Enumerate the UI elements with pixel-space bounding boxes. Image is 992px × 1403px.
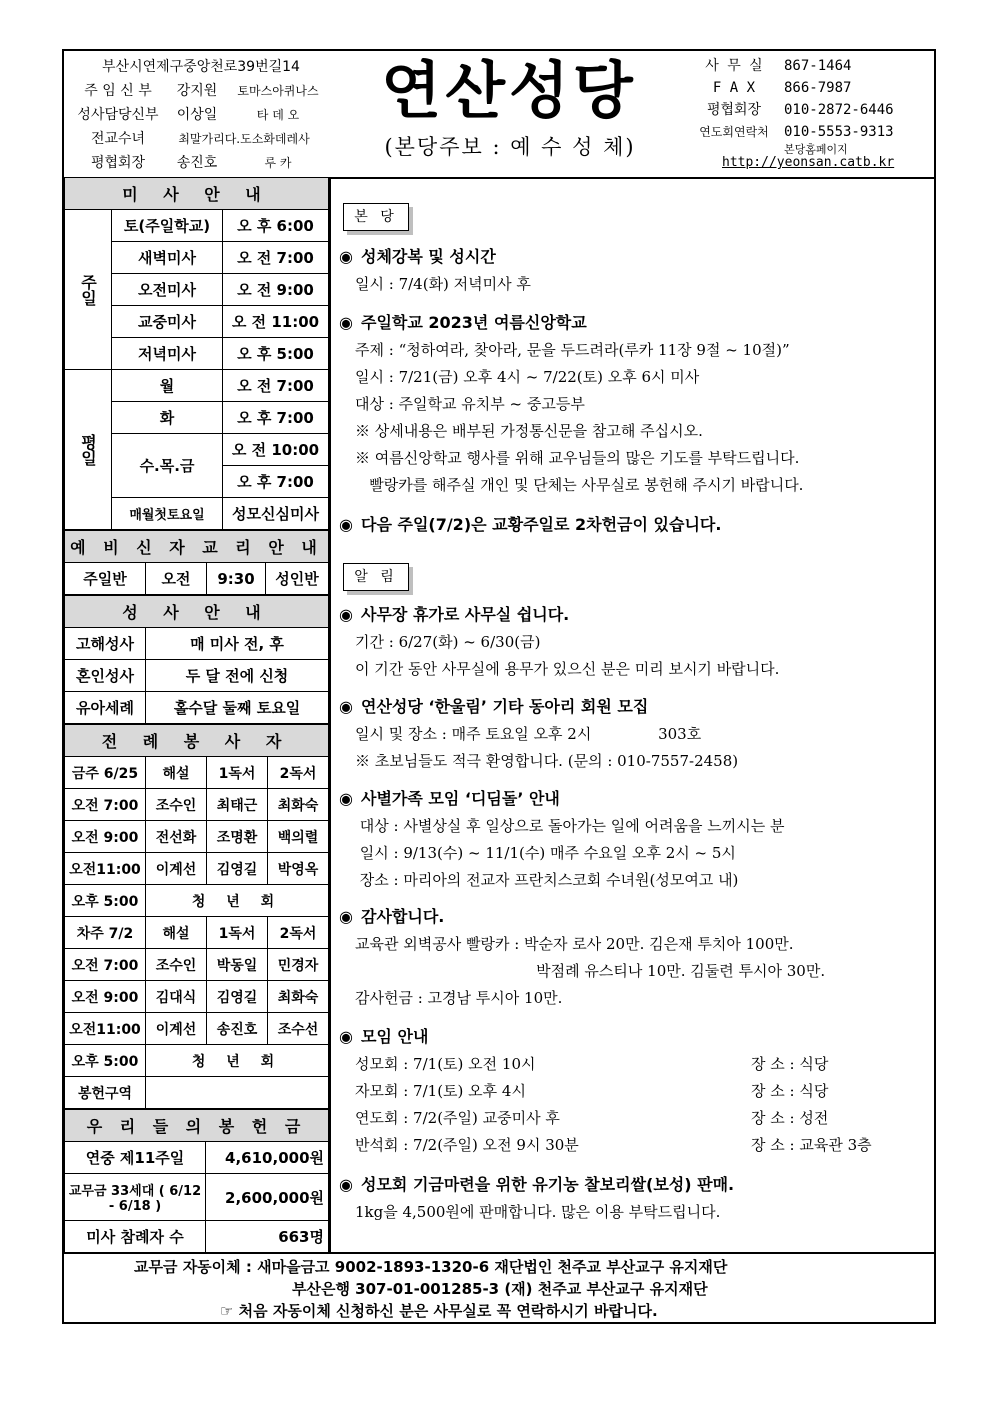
mass-time: 오 후 6:00 bbox=[223, 210, 329, 242]
staff-saint: 루 카 bbox=[264, 156, 292, 170]
ministry-time: 오전 7:00 bbox=[65, 949, 146, 981]
bulletin-page bbox=[62, 49, 936, 1324]
ministry-person: 백의렬 bbox=[268, 821, 329, 853]
catechumen-cell: 성인반 bbox=[266, 563, 329, 595]
mass-time: 오 전 9:00 bbox=[223, 274, 329, 306]
ministry-person: 조수인 bbox=[146, 949, 207, 981]
parish-address: 부산시연제구중앙천로39번길14 bbox=[102, 59, 300, 75]
parish-title: 연산성당 bbox=[381, 54, 637, 127]
schedule-column bbox=[64, 177, 331, 1252]
offering-section-title: 우 리 들 의 봉 헌 금 bbox=[65, 1110, 329, 1142]
staff-role: 주 임 신 부 bbox=[84, 83, 152, 99]
item-line: ※ 초보님들도 적극 환영합니다. (문의 : 010-7557-2458) bbox=[355, 752, 739, 770]
item-line: 주제 : “청하여라, 찾아라, 문을 두드려라(루카 11장 9절 ~ 10절)” bbox=[355, 341, 790, 359]
ministry-person: 조명환 bbox=[207, 821, 268, 853]
meeting-what: 자모회 : 7/1(토) 오후 4시 bbox=[355, 1082, 526, 1100]
mass-name: 새벽미사 bbox=[112, 242, 223, 274]
parish-tag: 본 당 bbox=[343, 203, 409, 231]
ministry-person: 박영옥 bbox=[268, 853, 329, 885]
item-line: 박점례 유스티나 10만. 김둘련 투시아 30만. bbox=[355, 962, 826, 980]
meeting-what: 반석회 : 7/2(주일) 오전 9시 30분 bbox=[355, 1136, 579, 1154]
offering-value: 4,610,000원 bbox=[206, 1142, 329, 1174]
offering-name: 미사 참례자 수 bbox=[65, 1221, 206, 1253]
ministry-week: 차주 7/2 bbox=[65, 917, 146, 949]
ministry-time: 오후 5:00 bbox=[65, 885, 146, 917]
contact-label: 사 무 실 bbox=[705, 58, 763, 74]
offering-area-label: 봉헌구역 bbox=[65, 1077, 146, 1109]
item-line: 감사헌금 : 고경남 투시아 10만. bbox=[355, 989, 563, 1007]
staff-role: 성사담당신부 bbox=[77, 107, 159, 123]
ministry-col: 해설 bbox=[146, 917, 207, 949]
ministry-time: 오전 9:00 bbox=[65, 821, 146, 853]
item-title: 연산성당 ‘한울림’ 기타 동아리 회원 모집 bbox=[361, 697, 649, 716]
mass-schedule-table bbox=[64, 177, 329, 530]
contact-label: 연도회연락처 bbox=[699, 125, 769, 139]
item-line: 장소 : 마리아의 전교자 프란치스코회 수녀원(성모여고 내) bbox=[355, 871, 739, 889]
notice-item bbox=[339, 903, 929, 1012]
offering-value: 2,600,000원 bbox=[206, 1174, 329, 1221]
notice-tag: 알 림 bbox=[343, 563, 409, 591]
notice-item bbox=[339, 785, 929, 894]
item-line: 이 기간 동안 사무실에 용무가 있으신 분은 미리 보시기 바랍니다. bbox=[355, 660, 780, 678]
ministry-time: 오전11:00 bbox=[65, 853, 146, 885]
footer-line: 부산은행 307-01-001285-3 (재) 천주교 부산교구 유지재단 bbox=[292, 1280, 708, 1298]
item-line: 1kg을 4,500원에 판매합니다. 많은 이용 부탁드립니다. bbox=[355, 1203, 721, 1221]
ministry-person: 최화숙 bbox=[268, 981, 329, 1013]
staff-name: 송진호 bbox=[176, 155, 218, 171]
meeting-row bbox=[339, 1132, 929, 1159]
ministry-person: 조수선 bbox=[268, 1013, 329, 1045]
meeting-what: 성모회 : 7/1(토) 오전 10시 bbox=[355, 1055, 536, 1073]
ministry-col: 1독서 bbox=[207, 917, 268, 949]
ministry-youth: 청 년 회 bbox=[146, 1045, 329, 1077]
parish-item bbox=[339, 243, 929, 298]
sacrament-section-title: 성 사 안 내 bbox=[65, 596, 329, 628]
mass-name: 토(주일학교) bbox=[112, 210, 223, 242]
mass-name: 교중미사 bbox=[112, 306, 223, 338]
ministry-person: 민경자 bbox=[268, 949, 329, 981]
ministry-person: 송진호 bbox=[207, 1013, 268, 1045]
catechumen-table bbox=[64, 530, 329, 595]
contact-label: F A X bbox=[712, 80, 756, 96]
mass-time: 오 전 7:00 bbox=[223, 242, 329, 274]
contact-row bbox=[684, 55, 934, 77]
contact-row bbox=[684, 121, 934, 143]
sacrament-name: 혼인성사 bbox=[65, 660, 146, 692]
meeting-where: 장 소 : 교육관 3층 bbox=[751, 1136, 872, 1154]
bullet-icon: ◉ bbox=[339, 907, 353, 926]
item-line: 기간 : 6/27(화) ~ 6/30(금) bbox=[355, 633, 541, 651]
item-line: 일시 : 9/13(수) ~ 11/1(수) 매주 수요일 오후 2시 ~ 5시 bbox=[355, 844, 736, 862]
ministry-col: 1독서 bbox=[207, 757, 268, 789]
contact-value: 867-1464 bbox=[784, 58, 852, 74]
contact-value: 866-7987 bbox=[784, 80, 852, 96]
ministry-person: 전선화 bbox=[146, 821, 207, 853]
staff-saint: 최말가리다.도소화데레사 bbox=[178, 132, 310, 146]
offering-area-value bbox=[146, 1077, 329, 1109]
ministry-time: 오전 9:00 bbox=[65, 981, 146, 1013]
notice-item bbox=[339, 693, 929, 775]
meeting-where: 장 소 : 식당 bbox=[751, 1082, 829, 1100]
meeting-row bbox=[339, 1105, 929, 1132]
item-line: 교육관 외벽공사 빨랑카 : 박순자 로사 20만. 김은재 투치아 100만. bbox=[355, 935, 794, 953]
sacrament-name: 고해성사 bbox=[65, 628, 146, 660]
bullet-icon: ◉ bbox=[339, 247, 353, 266]
bullet-icon: ◉ bbox=[339, 605, 353, 624]
offering-table bbox=[64, 1109, 329, 1253]
item-line: 대상 : 주일학교 유치부 ~ 중고등부 bbox=[355, 395, 585, 413]
sacrament-table bbox=[64, 595, 329, 724]
ministry-table bbox=[64, 724, 329, 1109]
ministry-youth: 청 년 회 bbox=[146, 885, 329, 917]
mass-time: 오 전 7:00 bbox=[223, 370, 329, 402]
contact-value: 010-2872-6446 bbox=[784, 102, 894, 118]
catechumen-section-title: 예 비 신 자 교 리 안 내 bbox=[65, 531, 329, 563]
item-title: 다음 주일(7/2)은 교황주일로 2차헌금이 있습니다. bbox=[361, 515, 722, 534]
bulletin-subtitle: (본당주보 : 예 수 성 체) bbox=[384, 135, 636, 159]
bullet-icon: ◉ bbox=[339, 1027, 353, 1046]
ministry-section-title: 전 례 봉 사 자 bbox=[65, 725, 329, 757]
item-title: 사별가족 모임 ‘디딤돌’ 안내 bbox=[361, 789, 560, 808]
sacrament-value: 홀수달 둘째 토요일 bbox=[146, 692, 329, 724]
meeting-row bbox=[339, 1078, 929, 1105]
meeting-what: 연도회 : 7/2(주일) 교중미사 후 bbox=[355, 1109, 560, 1127]
item-line: ※ 여름신앙학교 행사를 위해 교우님들의 많은 기도를 부탁드립니다. bbox=[355, 449, 800, 467]
catechumen-cell: 주일반 bbox=[65, 563, 146, 595]
footer-line: 교무금 자동이체 : 새마을금고 9002-1893-1320-6 재단법인 천주교 부산교구 유지재단 bbox=[134, 1258, 728, 1276]
staff-role: 평협회장 bbox=[90, 155, 146, 171]
mass-time: 오 후 7:00 bbox=[223, 466, 329, 498]
item-line: 일시 및 장소 : 매주 토요일 오후 2시 303호 bbox=[355, 725, 702, 743]
ministry-person: 김영길 bbox=[207, 853, 268, 885]
sacrament-name: 유아세례 bbox=[65, 692, 146, 724]
ministry-person: 이계선 bbox=[146, 853, 207, 885]
ministry-time: 오후 5:00 bbox=[65, 1045, 146, 1077]
staff-name: 이상일 bbox=[176, 107, 218, 123]
staff-role: 전교수녀 bbox=[90, 131, 146, 147]
catechumen-cell: 9:30 bbox=[207, 563, 266, 595]
weekday-label: 평일 bbox=[65, 370, 112, 530]
ministry-week: 금주 6/25 bbox=[65, 757, 146, 789]
offering-value: 663명 bbox=[206, 1221, 329, 1253]
bullet-icon: ◉ bbox=[339, 697, 353, 716]
ministry-time: 오전 7:00 bbox=[65, 789, 146, 821]
contact-row bbox=[684, 77, 934, 99]
meeting-row bbox=[339, 1051, 929, 1078]
homepage-label: 본당홈페이지 bbox=[784, 143, 848, 156]
item-line: 대상 : 사별상실 후 일상으로 돌아가는 일에 어려움을 느끼시는 분 bbox=[355, 817, 785, 835]
bullet-icon: ◉ bbox=[339, 515, 353, 534]
staff-saint: 토마스아퀴나스 bbox=[237, 84, 319, 98]
mass-name: 매월첫토요일 bbox=[112, 498, 223, 530]
staff-row bbox=[72, 127, 330, 151]
item-title: 성체강복 및 성시간 bbox=[361, 247, 496, 266]
ministry-col: 2독서 bbox=[268, 757, 329, 789]
bullet-icon: ◉ bbox=[339, 1175, 353, 1194]
parish-item bbox=[339, 309, 929, 499]
item-title: 모임 안내 bbox=[361, 1027, 429, 1046]
bullet-icon: ◉ bbox=[339, 313, 353, 332]
item-title: 성모회 기금마련을 위한 유기농 찰보리쌀(보성) 판매. bbox=[361, 1175, 735, 1194]
header bbox=[64, 51, 934, 179]
item-line: 일시 : 7/4(화) 저녁미사 후 bbox=[355, 275, 531, 293]
ministry-person: 이계선 bbox=[146, 1013, 207, 1045]
mass-time: 성모신심미사 bbox=[223, 498, 329, 530]
meeting-item bbox=[339, 1023, 929, 1159]
ministry-person: 최태근 bbox=[207, 789, 268, 821]
ministry-person: 김대식 bbox=[146, 981, 207, 1013]
mass-time: 오 전 11:00 bbox=[223, 306, 329, 338]
contact-list bbox=[684, 55, 934, 143]
ministry-col: 해설 bbox=[146, 757, 207, 789]
ministry-person: 박동일 bbox=[207, 949, 268, 981]
item-line: 일시 : 7/21(금) 오후 4시 ~ 7/22(토) 오후 6시 미사 bbox=[355, 368, 700, 386]
mass-name: 월 bbox=[112, 370, 223, 402]
mass-section-title: 미 사 안 내 bbox=[65, 178, 329, 210]
mass-name: 수.목.금 bbox=[112, 434, 223, 498]
bullet-icon: ◉ bbox=[339, 789, 353, 808]
staff-row bbox=[72, 79, 330, 103]
parish-item bbox=[339, 511, 929, 539]
contact-value: 010-5553-9313 bbox=[784, 124, 894, 140]
contact-label: 평협회장 bbox=[706, 102, 762, 118]
bank-transfer-footer bbox=[64, 1252, 934, 1324]
staff-name: 강지원 bbox=[176, 83, 218, 99]
meeting-where: 장 소 : 성전 bbox=[751, 1109, 829, 1127]
offering-name: 연중 제11주일 bbox=[65, 1142, 206, 1174]
ministry-person: 김영길 bbox=[207, 981, 268, 1013]
item-line: 빨랑카를 해주실 개인 및 단체는 사무실로 봉헌해 주시기 바랍니다. bbox=[355, 476, 804, 494]
staff-row bbox=[72, 103, 330, 127]
staff-row bbox=[72, 151, 330, 175]
item-title: 감사합니다. bbox=[361, 907, 445, 926]
sacrament-value: 두 달 전에 신청 bbox=[146, 660, 329, 692]
ministry-time: 오전11:00 bbox=[65, 1013, 146, 1045]
contact-row bbox=[684, 99, 934, 121]
meeting-where: 장 소 : 식당 bbox=[751, 1055, 829, 1073]
mass-time: 오 후 5:00 bbox=[223, 338, 329, 370]
mass-name: 화 bbox=[112, 402, 223, 434]
staff-saint: 타 데 오 bbox=[256, 108, 300, 122]
mass-name: 오전미사 bbox=[112, 274, 223, 306]
homepage-link[interactable]: http://yeonsan.catb.kr bbox=[722, 155, 895, 170]
sacrament-value: 매 미사 전, 후 bbox=[146, 628, 329, 660]
mass-time: 오 후 7:00 bbox=[223, 402, 329, 434]
mass-time: 오 전 10:00 bbox=[223, 434, 329, 466]
item-line: ※ 상세내용은 배부된 가정통신문을 참고해 주십시오. bbox=[355, 422, 703, 440]
offering-name: 교무금 33세대 ( 6/12 - 6/18 ) bbox=[65, 1174, 206, 1221]
rice-sale-item bbox=[339, 1171, 929, 1226]
notice-item bbox=[339, 601, 929, 683]
ministry-person: 최화숙 bbox=[268, 789, 329, 821]
item-title: 사무장 휴가로 사무실 쉽니다. bbox=[361, 605, 570, 624]
ministry-col: 2독서 bbox=[268, 917, 329, 949]
ministry-person: 조수인 bbox=[146, 789, 207, 821]
sunday-label: 주일 bbox=[65, 210, 112, 370]
mass-name: 저녁미사 bbox=[112, 338, 223, 370]
news-column bbox=[331, 177, 934, 1252]
catechumen-cell: 오전 bbox=[146, 563, 207, 595]
footer-line: ☞ 처음 자동이체 신청하신 분은 사무실로 꼭 연락하시기 바랍니다. bbox=[220, 1302, 658, 1320]
item-title: 주일학교 2023년 여름신앙학교 bbox=[361, 313, 587, 332]
parish-staff bbox=[72, 55, 330, 175]
